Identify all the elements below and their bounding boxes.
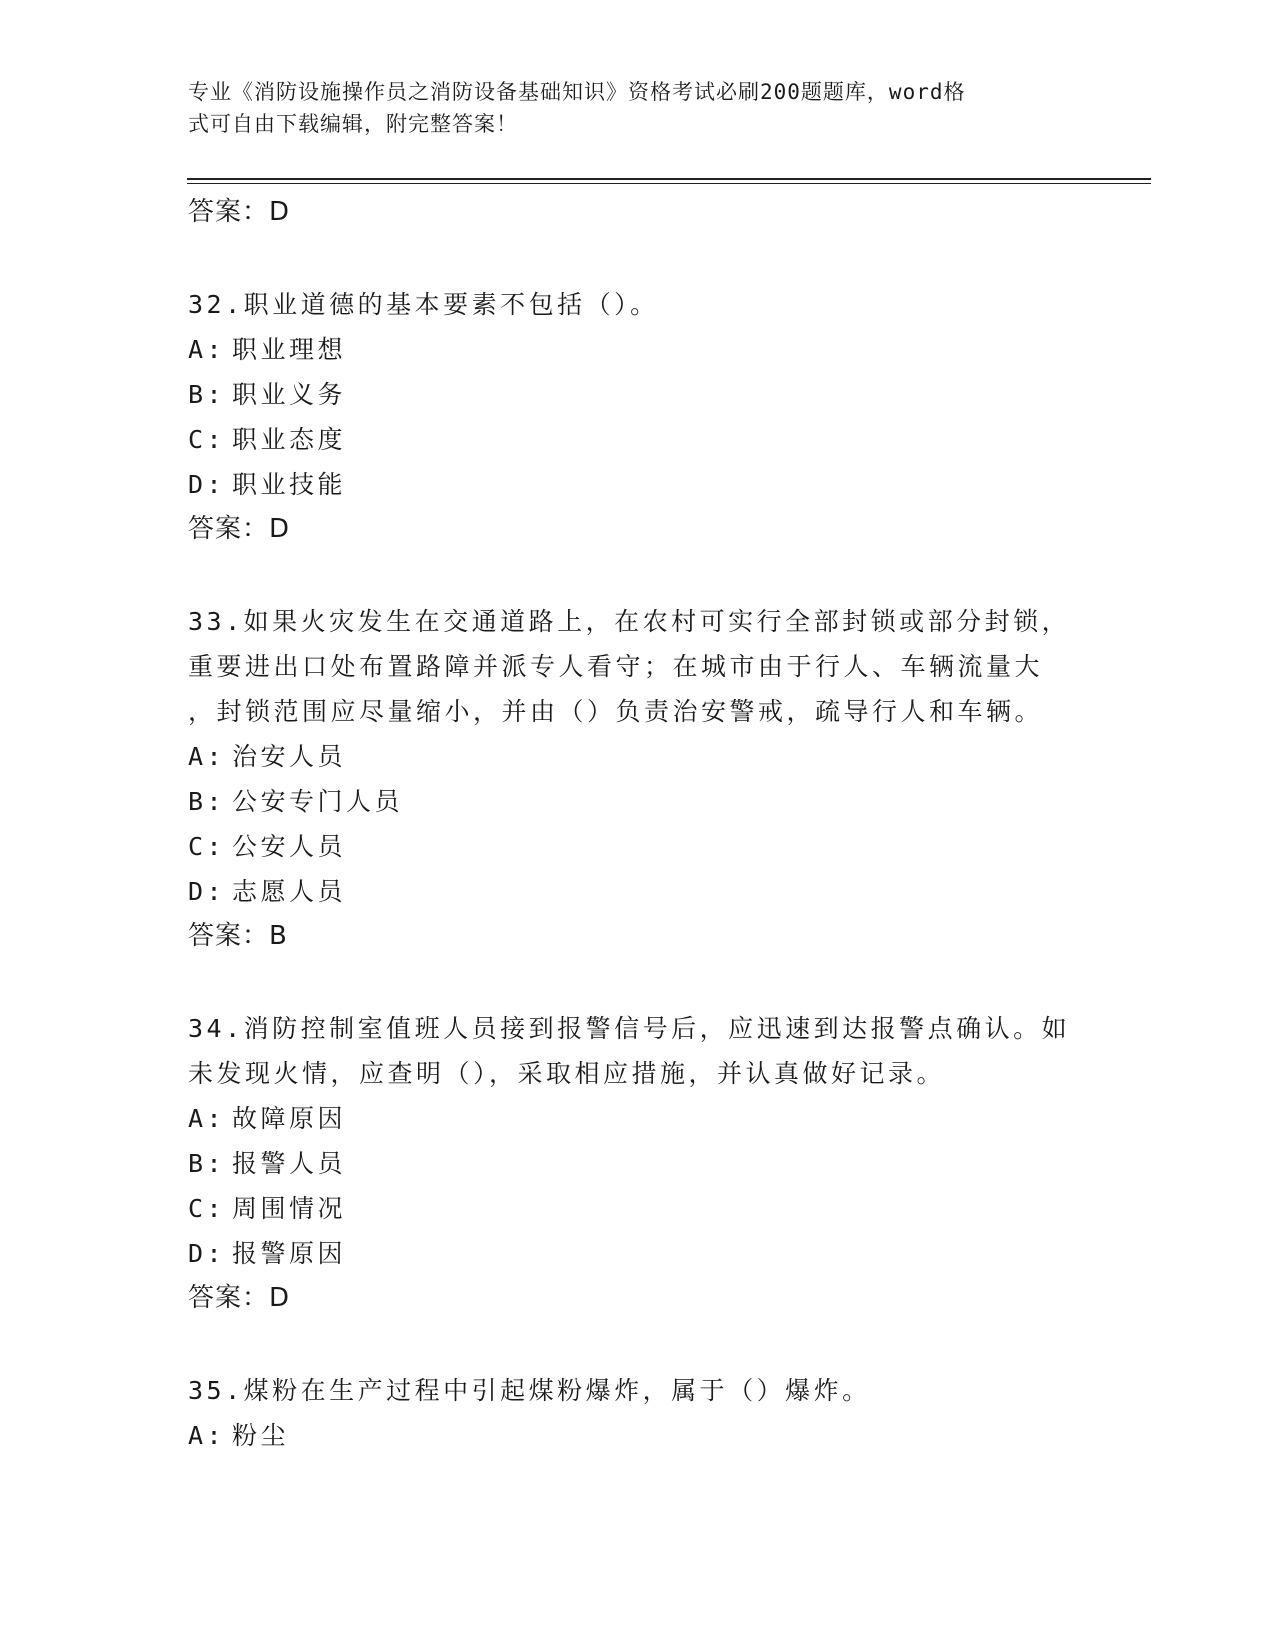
option-text: 治安人员 [232, 742, 347, 771]
option-letter: D: [188, 1239, 226, 1268]
option-text: 公安专门人员 [232, 787, 404, 816]
option-letter: C: [188, 425, 226, 454]
answer: 答案：D [188, 1283, 291, 1313]
option-letter: B: [188, 787, 226, 816]
question-text-line-2: 重要进出口处布置路障并派专人看守；在城市由于行人、车辆流量大 [188, 652, 1044, 681]
question-32 [188, 282, 1088, 551]
header-divider [187, 178, 1151, 180]
option-letter: C: [188, 832, 226, 861]
option-text: 职业义务 [232, 380, 347, 409]
option-letter: A: [188, 742, 226, 771]
option-a [188, 327, 1088, 372]
option-text: 故障原因 [232, 1104, 347, 1133]
question-text-line-2: 未发现火情，应查明（），采取相应措施，并认真做好记录。 [188, 1059, 946, 1088]
header-divider-thin [187, 183, 1151, 184]
option-letter: C: [188, 1194, 226, 1223]
option-text: 职业理想 [232, 335, 347, 364]
previous-answer: 答案：D [188, 197, 291, 227]
question-text-line-1: 33.如果火灾发生在交通道路上，在农村可实行全部封锁或部分封锁， [188, 607, 1071, 636]
option-b [188, 1141, 1088, 1186]
option-text: 职业技能 [232, 470, 347, 499]
option-d [188, 869, 1088, 914]
option-letter: D: [188, 470, 226, 499]
option-text: 公安人员 [232, 832, 347, 861]
option-a [188, 734, 1088, 779]
question-text-line-1: 34.消防控制室值班人员接到报警信号后，应迅速到达报警点确认。如 [188, 1014, 1071, 1043]
option-text: 报警人员 [232, 1149, 347, 1178]
question-list [188, 190, 1088, 1458]
header-line-1: 专业《消防设施操作员之消防设备基础知识》资格考试必刷200题题库，word格 [188, 80, 966, 104]
question-33 [188, 599, 1088, 958]
option-letter: B: [188, 1149, 226, 1178]
page-header [188, 76, 1068, 140]
option-d [188, 462, 1088, 507]
option-letter: A: [188, 335, 226, 364]
header-line-2: 式可自由下载编辑，附完整答案！ [188, 112, 518, 136]
option-c [188, 1186, 1088, 1231]
option-text: 职业态度 [232, 425, 347, 454]
question-text-line-3: ，封锁范围应尽量缩小，并由（）负责治安警戒，疏导行人和车辆。 [188, 697, 1044, 726]
question-34 [188, 1006, 1088, 1320]
option-a [188, 1413, 1088, 1458]
option-text: 报警原因 [232, 1239, 347, 1268]
answer: 答案：B [188, 921, 288, 951]
option-letter: D: [188, 877, 226, 906]
question-text: 35.煤粉在生产过程中引起煤粉爆炸，属于（）爆炸。 [188, 1376, 871, 1405]
question-text: 32.职业道德的基本要素不包括（）。 [188, 290, 659, 319]
option-text: 周围情况 [232, 1194, 347, 1223]
option-d [188, 1231, 1088, 1276]
option-b [188, 372, 1088, 417]
option-letter: A: [188, 1421, 226, 1450]
option-letter: B: [188, 380, 226, 409]
option-text: 粉尘 [232, 1421, 290, 1450]
option-letter: A: [188, 1104, 226, 1133]
option-c [188, 824, 1088, 869]
option-a [188, 1096, 1088, 1141]
option-text: 志愿人员 [232, 877, 347, 906]
option-c [188, 417, 1088, 462]
question-35 [188, 1368, 1088, 1458]
answer: 答案：D [188, 514, 291, 544]
option-b [188, 779, 1088, 824]
